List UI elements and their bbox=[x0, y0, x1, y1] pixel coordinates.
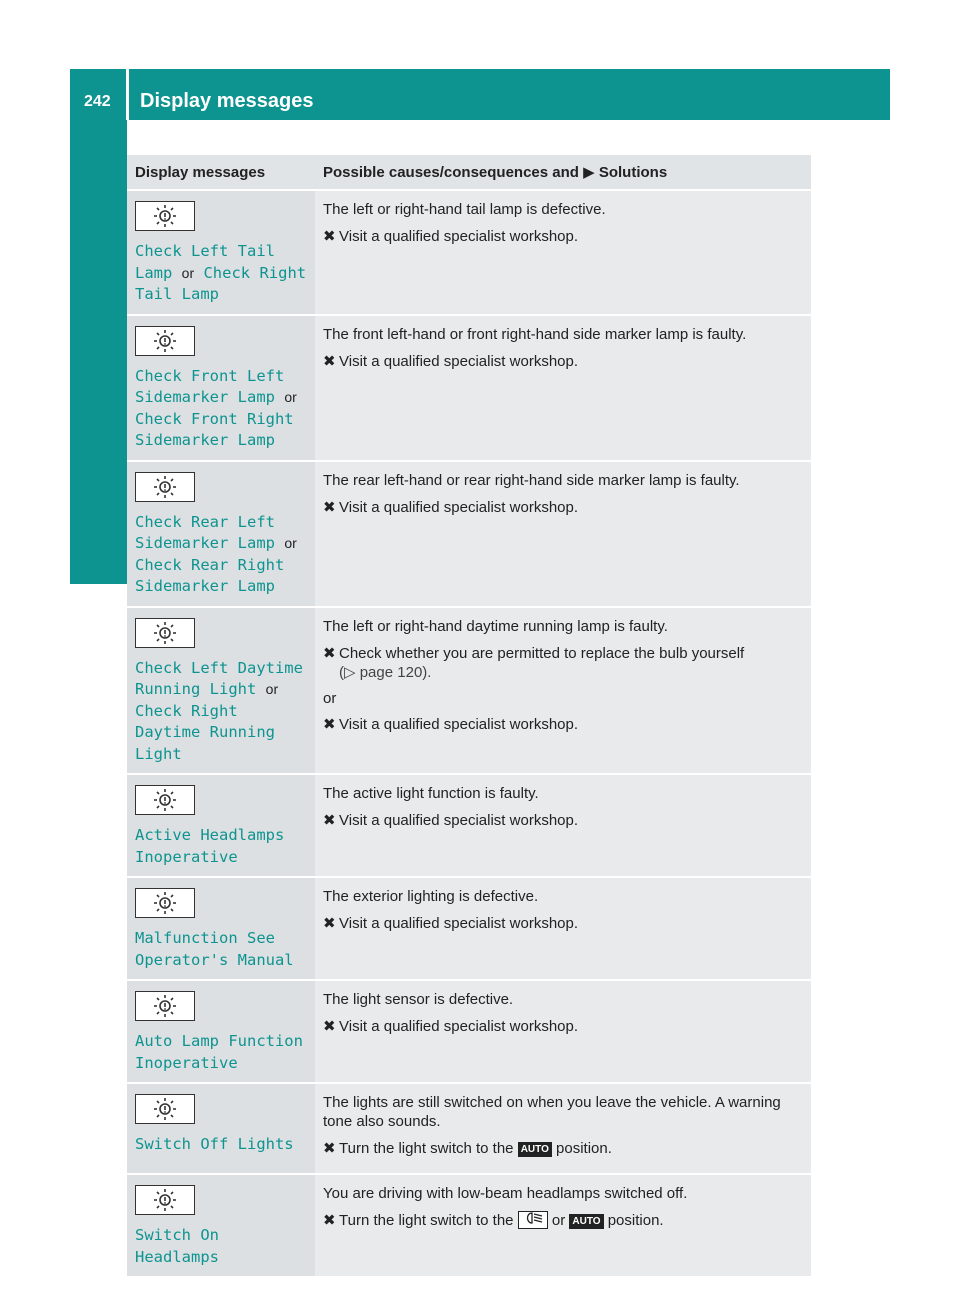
col-header-post: Solutions bbox=[598, 164, 668, 181]
action-arrow-icon: ✖ bbox=[323, 915, 336, 932]
cause-text: The exterior lighting is defective. bbox=[323, 888, 539, 905]
table-header-row bbox=[127, 155, 811, 190]
solution-cell bbox=[315, 607, 811, 775]
cause-text: The light sensor is defective. bbox=[323, 991, 514, 1008]
solution-step: ✖ Visit a qualified specialist workshop. bbox=[323, 228, 579, 245]
message-cell bbox=[127, 315, 315, 461]
table-row bbox=[127, 607, 811, 775]
col-header-messages: Display messages bbox=[127, 155, 315, 190]
cause-text: The rear left-hand or rear right-hand side marker lamp is faulty. bbox=[323, 471, 740, 489]
page-header bbox=[70, 69, 890, 120]
message-cell bbox=[127, 1083, 315, 1174]
cause-text: The left or right-hand daytime running lamp is faulty. bbox=[323, 617, 668, 635]
solution-cell bbox=[315, 774, 811, 877]
message-cell bbox=[127, 461, 315, 607]
display-message-text: Check Front Left Sidemarker Lamp or Check Front Right Sidemarker Lamp bbox=[135, 366, 297, 449]
action-arrow-icon: ✖ bbox=[323, 1212, 336, 1229]
cause-text: The left or right-hand tail lamp is defective. bbox=[323, 201, 606, 218]
solution-cell bbox=[315, 190, 811, 315]
page-reference[interactable]: (▷ page 120). bbox=[339, 663, 432, 681]
solution-cell bbox=[315, 1083, 811, 1174]
action-arrow-icon: ✖ bbox=[323, 352, 336, 370]
message-cell bbox=[127, 980, 315, 1083]
display-message-text: Switch Off Lights bbox=[135, 1135, 294, 1153]
display-messages-table bbox=[127, 155, 811, 1276]
display-message-text: Active Headlamps Inoperative bbox=[135, 826, 285, 866]
table-row bbox=[127, 1083, 811, 1174]
action-arrow-icon: ✖ bbox=[323, 644, 336, 662]
col-header-solutions bbox=[315, 155, 811, 190]
exterior-lamp-icon bbox=[135, 326, 195, 356]
message-cell bbox=[127, 774, 315, 877]
solution-cell bbox=[315, 1174, 811, 1276]
message-cell bbox=[127, 607, 315, 775]
col-header-pre: Possible causes/consequences and bbox=[323, 164, 579, 181]
action-arrow-icon: ✖ bbox=[323, 228, 336, 245]
cause-text: You are driving with low-beam headlamps switched off. bbox=[323, 1185, 688, 1202]
solution-cell bbox=[315, 980, 811, 1083]
header-separator bbox=[126, 69, 129, 120]
cause-text: The lights are still switched on when you leave the vehicle. A warning tone also sounds. bbox=[323, 1094, 781, 1130]
display-message-text: Check Left Tail Lamp or Check Right Tail Lamp bbox=[135, 242, 307, 303]
page-number: 242 bbox=[84, 93, 111, 110]
table-row bbox=[127, 461, 811, 607]
table-row bbox=[127, 315, 811, 461]
solution-step: ✖ Check whether you are permitted to replace the bulb yourself (▷ page 120). bbox=[323, 644, 745, 681]
table-row bbox=[127, 877, 811, 980]
solution-cell bbox=[315, 461, 811, 607]
message-cell bbox=[127, 190, 315, 315]
exterior-lamp-icon bbox=[135, 618, 195, 648]
solution-step: ✖ Visit a qualified specialist workshop. bbox=[323, 915, 579, 932]
cause-text: The active light function is faulty. bbox=[323, 785, 539, 802]
solution-step: ✖ Visit a qualified specialist workshop. bbox=[323, 715, 579, 733]
action-arrow-icon: ✖ bbox=[323, 715, 336, 733]
solution-cell bbox=[315, 315, 811, 461]
alternative-separator: or bbox=[323, 689, 337, 707]
action-arrow-icon: ✖ bbox=[323, 498, 336, 516]
exterior-lamp-icon bbox=[135, 472, 195, 502]
exterior-lamp-icon bbox=[135, 785, 195, 815]
action-arrow-icon: ✖ bbox=[323, 812, 336, 829]
display-message-text: Malfunction See Operator's Manual bbox=[135, 929, 294, 969]
table-row bbox=[127, 774, 811, 877]
solution-step: ✖ Turn the light switch to the AUTO position. bbox=[323, 1140, 612, 1157]
side-tab-label: On-board computer and displays bbox=[86, 185, 109, 515]
solutions-arrow-icon: ▶ bbox=[583, 164, 595, 181]
cause-text: The front left-hand or front right-hand side marker lamp is faulty. bbox=[323, 325, 747, 343]
exterior-lamp-icon bbox=[135, 1185, 195, 1215]
solution-step: ✖ Turn the light switch to the or AUTO position. bbox=[323, 1212, 664, 1229]
display-message-text: Check Left Daytime Running Light or Check Right Daytime Running Light bbox=[135, 658, 303, 763]
message-cell bbox=[127, 1174, 315, 1276]
exterior-lamp-icon bbox=[135, 201, 195, 231]
action-arrow-icon: ✖ bbox=[323, 1140, 336, 1157]
table-row bbox=[127, 980, 811, 1083]
solution-cell bbox=[315, 877, 811, 980]
table-row bbox=[127, 190, 811, 315]
exterior-lamp-icon bbox=[135, 991, 195, 1021]
auto-switch-icon: AUTO bbox=[569, 1214, 603, 1229]
solution-step: ✖ Visit a qualified specialist workshop. bbox=[323, 812, 579, 829]
solution-step: ✖ Visit a qualified specialist workshop. bbox=[323, 1018, 579, 1035]
display-message-text: Auto Lamp Function Inoperative bbox=[135, 1032, 303, 1072]
exterior-lamp-icon bbox=[135, 888, 195, 918]
exterior-lamp-icon bbox=[135, 1094, 195, 1124]
table-row bbox=[127, 1174, 811, 1276]
page-title: Display messages bbox=[140, 90, 314, 112]
page-reference-triangle-icon: ▷ bbox=[344, 663, 356, 681]
low-beam-icon bbox=[518, 1211, 548, 1229]
display-message-text: Check Rear Left Sidemarker Lamp or Check Rear Right Sidemarker Lamp bbox=[135, 512, 297, 595]
auto-switch-icon: AUTO bbox=[518, 1142, 552, 1157]
action-arrow-icon: ✖ bbox=[323, 1018, 336, 1035]
display-message-text: Switch On Headlamps bbox=[135, 1226, 219, 1266]
solution-step: ✖ Visit a qualified specialist workshop. bbox=[323, 352, 579, 370]
solution-step: ✖ Visit a qualified specialist workshop. bbox=[323, 498, 579, 516]
message-cell bbox=[127, 877, 315, 980]
